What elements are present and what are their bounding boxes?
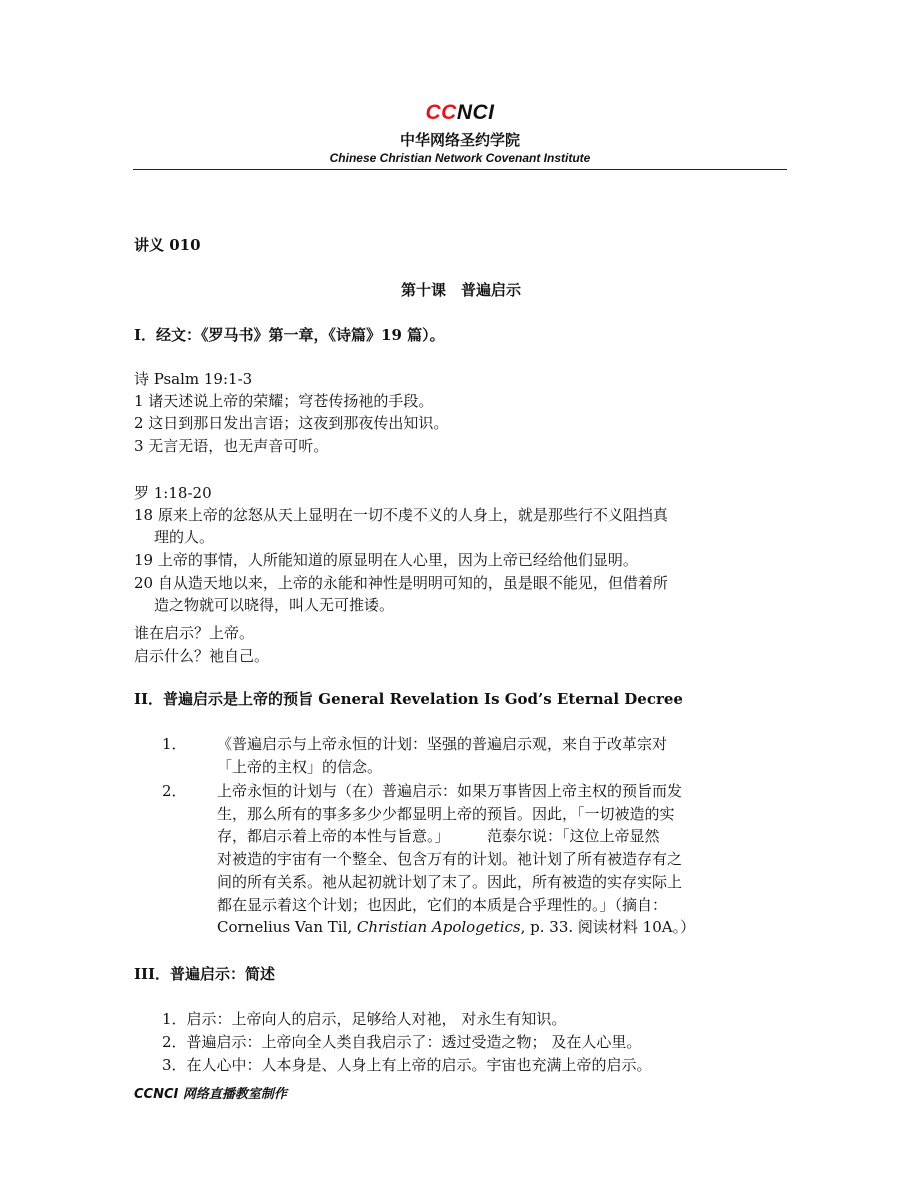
citation: Cornelius Van Til, Christian Apologetics, p. 33. 阅读材料 10A。） [217, 918, 696, 937]
psalm-verse: 2 这日到那日发出言语；这夜到那夜传出知识。 [134, 414, 449, 432]
ccnci-logo: CCNCI [425, 101, 495, 124]
question-answer: 启示什么？祂自己。 [134, 647, 270, 665]
psalm-verse: 3 无言无语，也无声音可听。 [134, 437, 329, 455]
psalm-reference: 诗 Psalm 19:1-3 [134, 370, 253, 388]
romans-verse: 19 上帝的事情，人所能知道的原显明在人心里，因为上帝已经给他们显明。 [134, 551, 638, 569]
section-1-heading: I．经文：《罗马书》第一章，《诗篇》19 篇）。 [134, 326, 445, 344]
romans-verse: 18 原来上帝的忿怒从天上显明在一切不虔不义的人身上，就是那些行不义阻挡真 理的人。 [134, 506, 668, 546]
psalm-verse: 1 诸天述说上帝的荣耀；穹苍传扬祂的手段。 [134, 392, 434, 410]
section-2-heading: II．普遍启示是上帝的预旨 General Revelation Is God’s Eternal Decree [134, 690, 683, 708]
romans-verse: 20 自从造天地以来，上帝的永能和神性是明明可知的，虽是眼不能见，但借着所 造之物就可以晓得，叫人无可推诿。 [134, 574, 668, 614]
section-3-heading: III．普遍启示：简述 [134, 965, 276, 983]
list-item: 2．普遍启示：上帝向全人类自我启示了：透过受造之物； 及在人心里。 [162, 1033, 642, 1051]
document-header [133, 100, 787, 166]
item-number: 1． [162, 735, 187, 753]
school-name-chinese: 中华网络圣约学院 [399, 131, 520, 149]
question-answer: 谁在启示？上帝。 [134, 624, 255, 642]
romans-reference: 罗 1:18-20 [134, 484, 212, 502]
list-item: 3．在人心中：人本身是、人身上有上帝的启示。宇宙也充满上帝的启示。 [162, 1056, 652, 1074]
item-number: 2． [162, 782, 187, 800]
handout-label: 讲义 010 [134, 236, 201, 254]
item-body: 《普遍启示与上帝永恒的计划：坚强的普遍启示观，来自于改革宗对 「上帝的主权」的信念。 [217, 735, 668, 776]
school-name-english: Chinese Christian Network Covenant Institute [329, 151, 591, 165]
list-item: 1．启示：上帝向人的启示，足够给人对祂， 对永生有知识。 [162, 1010, 567, 1028]
item-body: 上帝永恒的计划与（在）普遍启示：如果万事皆因上帝主权的预旨而发 生，那么所有的事多多少少都显明上帝的预旨。因此，「一切被造的实 存，都启示着上帝的本性与旨意。」 范泰尔说：「这位上帝显然 对被造的宇宙有一个整全、包含万有的计划。祂计划了所有被造存有之 间的所有关系。祂从起初就计划了末了。因此，所有被造的实存实际上 都在显示着这个计划；也因此，它们的本质是合乎理性的。」（摘自： Cornelius Van Til, Christian Apologetics, p. 33. 阅读材料 10A。） [217, 780, 787, 939]
lesson-title: 第十课 普遍启示 [400, 281, 521, 299]
footer-credit: CCNCI 网络直播教室制作 [134, 1087, 287, 1102]
header-divider [133, 169, 787, 170]
